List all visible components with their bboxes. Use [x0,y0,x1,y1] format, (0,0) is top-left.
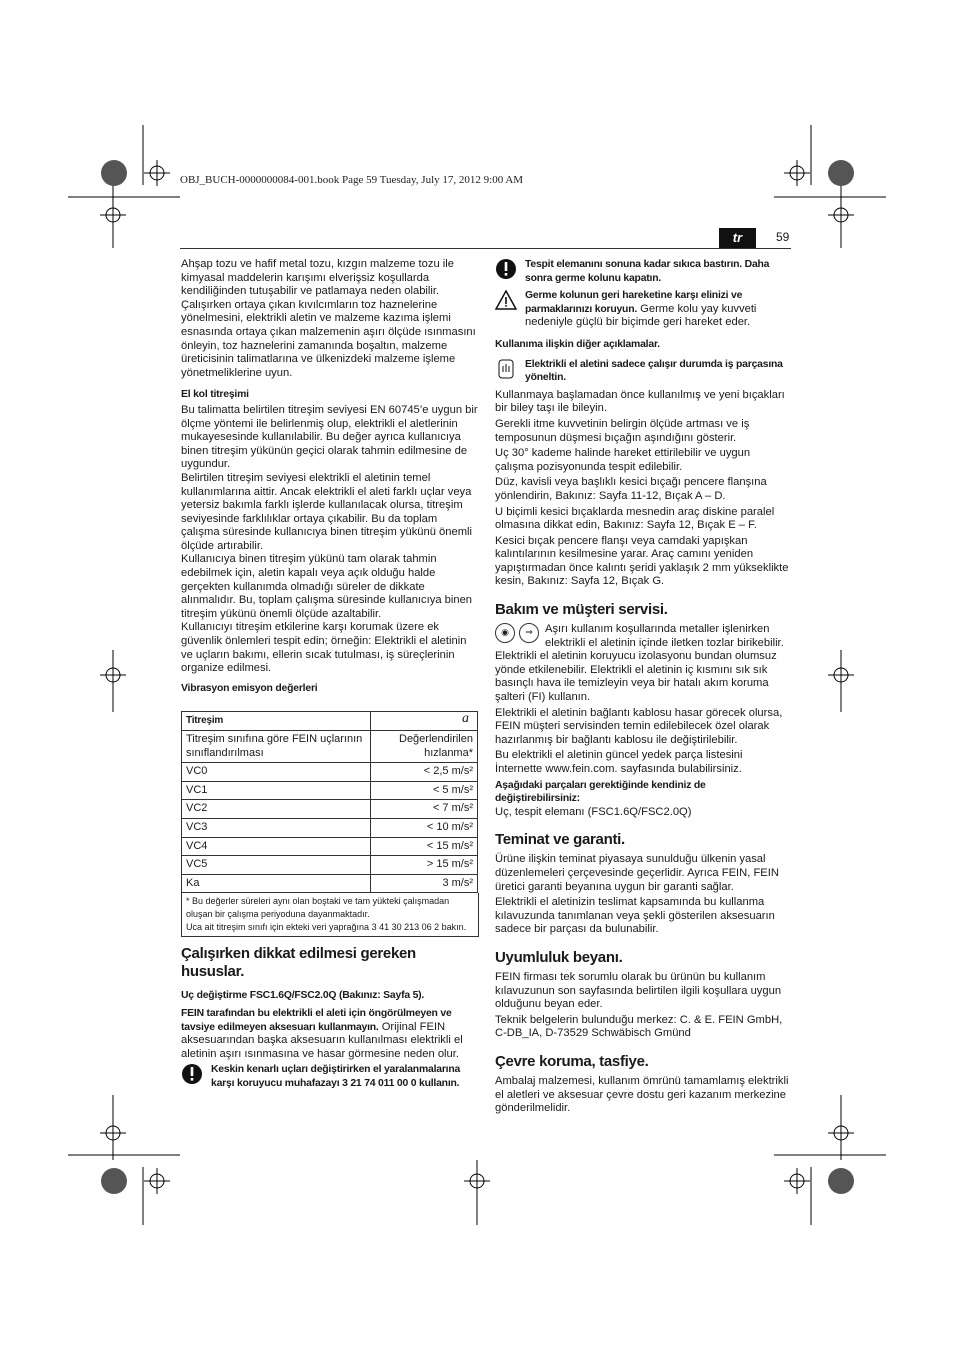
vibration-paragraph-2: Belirtilen titreşim seviyesi elektrikli el aletinin temel kullanımlarına aittir. Ancak elektrikli el aleti farklı uçlar veya yetersiz bakımla farklı işlerde kullanılacak olursa, titreşim seviyesinde farklılıklar ortaya çıkabilir. Bu da toplam çalışma süresinde kullanıcıya binen titreşim yükünü önemli ölçüde artırabilir. [181,471,473,552]
fein-rest: Orijinal FEIN aksesuarından başka aksesuarın kullanılması elektrikli el aletinin aşırı ısınmasına ve hasar görmesine neden olur. [181,1020,463,1060]
usage-paragraph-6: Kesici bıçak pencere flanşı veya camdaki yapışkan kalıntılarının kesilmesine yarar. Araç camını yeniden yapıştırmadan önce kalıntı şeridi yaklaşık 2 mm yükseklikte kesin, Bakınız: Sayfa 12, Bıçak G. [495,534,789,588]
table-header-right: a [371,712,478,731]
warranty-paragraph-1: Ürüne ilişkin teminat piyasaya sunulduğu ülkenin yasal düzenlemeleri çerçevesinde geçerlidir. Ayrıca FEIN, FEIN üretici garanti beyanına uygun bir garanti sağlar. [495,853,779,893]
tool-change-heading: Uç değiştirme FSC1.6Q/FSC2.0Q (Bakınız: Sayfa 5). [181,990,425,1002]
parts-text: Uç, tespit elemanı (FSC1.6Q/FSC2.0Q) [495,805,692,818]
table-cell: VC3 [182,818,371,837]
table-row [182,874,478,893]
table-footnote [181,893,479,937]
blade-warning-text: Keskin kenarlı uçları değiştirirken el yaralanmalarına karşı koruyucu muhafazayı 3 21 74 011 00 0 kullanın. [211,1064,461,1089]
table-row [182,763,478,782]
vibration-paragraph-1: Bu talimatta belirtilen titreşim seviyesi EN 60745’e uygun bir ölçme yöntemi ile belirlenmiş olup, elektrikli el aletlerinin mukayesesinde kullanılabilir. Bu değer ayrıca kullanıcıya binen titreşim yükünün geçici olarak tahmin edilmesine de uygundur. [181,403,478,471]
emission-heading: Vibrasyon emisyon değerleri [181,682,318,694]
fein-paragraph [181,1007,478,1061]
table-cell: VC0 [182,763,371,782]
language-tab: tr [719,228,756,248]
table-row [182,800,478,819]
parts-heading: Aşağıdaki parçaları gerektiğinde kendiniz de değiştirebilirsiniz: [495,779,706,805]
table-footnote-2: Uca ait titreşim sınıfı için ekteki veri yaprağına 3 41 30 213 06 2 bakın. [186,922,467,933]
table-cell: VC1 [182,781,371,800]
warning-exclamation-icon [495,258,517,280]
tighten-warning [495,258,791,285]
table-row [182,856,478,875]
warranty-paragraph-2: Elektrikli el aletinizin teslimat kapsamında bu kullanma kılavuzunda tanımlanan veya şekli gösterilen aksesuarın sadece bir parçası da bulunabilir. [495,896,775,936]
fein-bold: FEIN tarafından bu elektrikli el aleti için öngörülmeyen ve tavsiye edilmeyen aksesuarı kullanmayın. [181,1007,452,1033]
usage-paragraph-5: U biçimli kesici bıçaklarda mesnedin araç diskine paralel olmasına dikkat edin, Bakınız: Sayfa 12, Bıçak E – F. [495,505,775,532]
lever-warning [495,289,791,330]
table-cell: > 15 m/s² [371,856,478,875]
blade-warning [181,1063,478,1090]
page-number: 59 [776,230,790,244]
table-cell: < 5 m/s² [371,781,478,800]
header-rule [180,248,791,249]
environment-heading: Çevre koruma, tasfiye. [495,1052,649,1070]
lever-warning-bold: Germe kolunun geri hareketine karşı elinizi ve parmaklarınızı koruyun. [525,290,743,315]
service-block [495,623,791,705]
table-cell: Ka [182,874,371,893]
intro-paragraph: Ahşap tozu ve hafif metal tozu, kızgın malzeme tozu ile kimyasal maddelerin karışımı elverişsiz koşullarda kendiliğinden tutuşabilir ve patlamaya neden olabilir. Çalışırken ortaya çıkan kıvılcımların toz haznelerine yönelmesini, elektrikli aletin ve malzeme kazıma işlemi esnasında ortaya çıkan malzemenin aşırı ölçüde ısınmasını önleyin, toz haznelerini zamanında boşaltın, malzeme üreticisinin talimatlarına ve ülkenizdeki malzeme işleme yönetmeliklerine uyun. [181,258,476,379]
table-row-head-right: Değerlendirilen hızlanma* [371,731,478,763]
table-cell: VC5 [182,856,371,875]
environment-paragraph-1: Ambalaj malzemesi, kullanım ömrünü tamamlamış elektrikli el aletleri ve aksesuar çevre dostu geri kazanım merkezine gönderilmelidir. [495,1074,789,1115]
service-paragraph-2: Elektrikli el aletinin bağlantı kablosu hasar görecek olursa, FEIN müşteri servisinden temin edilebilecek özel olarak hazırlanmış bir bağlantı kablosu ile değiştirilebilir. [495,706,783,746]
conformity-heading: Uyumluluk beyanı. [495,948,623,966]
service-paragraph-1: Aşırı kullanım koşullarında metaller işlenirken elektrikli el aletinin içinde iletken tozlar birikebilir. Elektrikli el aletinin koruyucu izolasyonu bundan olumsuz yönde etkilenebilir. Elektrikli el aletinin iç kısmını sık sık basınçlı hava ile temizleyin veya bir hatalı akım koruma şalteri (FI) kullanın. [495,623,784,704]
vibration-heading: El kol titreşimi [181,389,249,401]
right-column [495,258,791,1118]
lever-warning-text [525,289,791,330]
file-header-line: OBJ_BUCH-0000000084-001.book Page 59 Tuesday, July 17, 2012 9:00 AM [180,174,524,186]
usage-heading: Kullanıma ilişkin diğer açıklamalar. [495,338,660,350]
vibration-paragraph-4: Kullanıcıyı titreşim etkilerine karşı korumak üzere ek güvenlik önlemleri tespit edin; örneğin: Elektrikli el aletinin ve uçların bakımı, ellerin sıcak tutulması, iş süreçlerinin organize edilmesi. [181,621,467,675]
table-cell: VC4 [182,837,371,856]
table-row [182,781,478,800]
usage-warning [495,358,791,385]
table-cell: < 7 m/s² [371,800,478,819]
usage-paragraph-4: Düz, kavisli veya başlıklı kesici bıçağı pencere flanşına yönlendirin, Bakınız: Sayfa 11-12, Bıçak A – D. [495,476,767,502]
table-cell: < 15 m/s² [371,837,478,856]
table-footnote-1: * Bu değerler süreleri aynı olan boştaki ve tam yükteki çalışmadan oluşan bir çalışma periyoduna dayanmaktadır. [186,896,450,920]
service-heading: Bakım ve müşteri servisi. [495,601,668,619]
vibration-paragraph-3: Kullanıcıya binen titreşim yükünü tam olarak tahmin edebilmek için, aletin kapalı veya açık olduğu halde gerçekten kullanımda olmadığı süreler de dikkate alınmalıdır. Bu, toplam çalışma süresinde kullanıcıya binen titreşim yükünü önemli ölçüde azaltabilir. [181,553,473,620]
table-cell: < 10 m/s² [371,818,478,837]
compressed-air-icon: ⇒ [519,623,539,643]
usage-paragraph-2: Gerekli itme kuvvetinin belirgin ölçüde artması ve iş temposunun düşmesi bıçağın aşındığını gösterir. [495,417,750,444]
vibration-table [181,711,478,893]
table-cell: 3 m/s² [371,874,478,893]
conformity-paragraph-2: Teknik belgelerin bulunduğu merkez: C. & E. FEIN GmbH, C-DB_IA, D-73529 Schwäbisch Gmünd [495,1013,783,1040]
caution-heading: Çalışırken dikkat edilmesi gereken hususlar. [181,945,416,981]
table-cell: VC2 [182,800,371,819]
usage-paragraph-1: Kullanmaya başlamadan önce kullanılmış ve yeni bıçakları bir biley taşı ile bileyin. [495,388,785,415]
usage-warning-text: Elektrikli el aletini sadece çalışır durumda iş parçasına yöneltin. [525,358,783,384]
lever-warning-rest: Germe kolu yay kuvveti nedeniyle güçlü bir biçimde geri hareket eder. [525,302,757,329]
warning-triangle-icon [495,289,517,311]
warning-exclamation-icon [181,1063,203,1085]
protective-goggles-icon: ◉ [495,623,515,643]
table-row [182,818,478,837]
hand-info-icon [495,358,517,380]
table-header-left: Titreşim [182,712,371,731]
service-icons [495,623,539,643]
usage-paragraph-3: Uç 30° kademe halinde hareket ettirilebilir ve uygun çalışma pozisyonunda tespit edilebilir. [495,447,751,473]
tighten-warning-text: Tespit elemanını sonuna kadar sıkıca bastırın. Daha sonra germe kolunu kapatın. [525,259,770,284]
warranty-heading: Teminat ve garanti. [495,831,625,849]
conformity-paragraph-1: FEIN firması tek sorumlu olarak bu ürünün bu kullanım kılavuzunun son sayfasında belirtilen ilgili koşullara uygun olduğunu beyan eder. [495,970,782,1011]
table-row [182,837,478,856]
table-row-head-left: Titreşim sınıfına göre FEIN uçlarının sınıflandırılması [182,731,371,763]
service-paragraph-3: Bu elektrikli el aletinin güncel yedek parça listesini İnternette www.fein.com. sayfasında bulabilirsiniz. [495,749,743,775]
left-column [181,258,478,1095]
table-cell: < 2,5 m/s² [371,763,478,782]
